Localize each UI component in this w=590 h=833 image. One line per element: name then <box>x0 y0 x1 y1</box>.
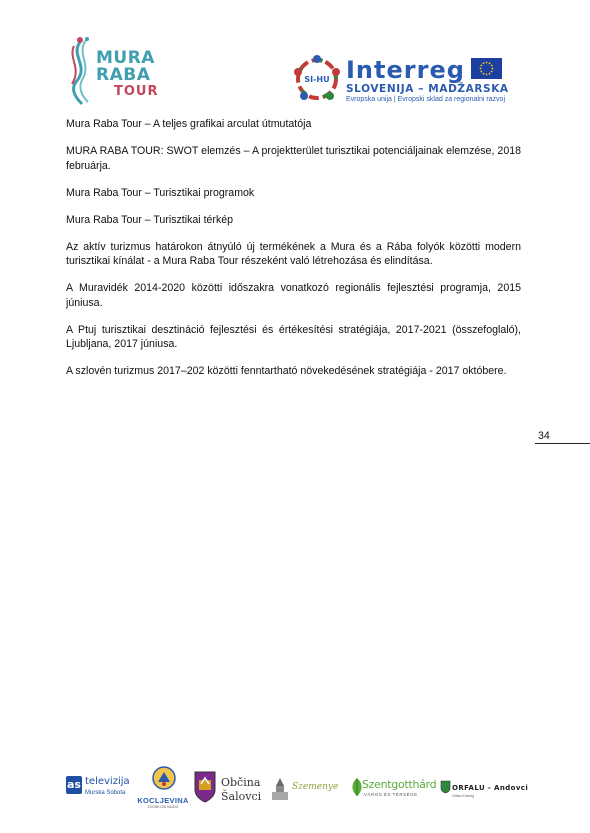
eu-star <box>480 71 482 73</box>
orfalu-logo <box>440 770 528 806</box>
logo-line-mura: MURA <box>96 48 155 68</box>
interreg-wordmark: Interreg <box>346 56 465 84</box>
logo-line-raba: RABA <box>96 65 151 85</box>
orfalu-name: ORFALU - Andovci <box>452 784 529 792</box>
mura-raba-tour-logo <box>66 36 158 106</box>
mura-swoosh-icon <box>66 36 92 106</box>
mura-raba-tour-wordmark <box>96 50 159 98</box>
reference-item: Mura Raba Tour – A teljes grafikai arculat útmutatója <box>66 118 312 130</box>
interreg-fund-line: Evropska unija | Evropski sklad za regionalni razvoj <box>346 96 506 103</box>
eu-star <box>492 68 494 70</box>
szemenye-name: Szemenye <box>292 782 339 792</box>
salovci-logo <box>193 770 263 806</box>
szentgotthard-logo <box>350 770 438 806</box>
eu-star <box>486 74 488 76</box>
szemenye-logo <box>270 770 346 806</box>
reference-item: A Ptuj turisztikai desztináció fejlesztési és értékesítési stratégiája, 2017-2021 (összefoglaló), Ljubljana, 2017 júniusa. <box>66 323 521 350</box>
eu-flag-icon <box>471 58 502 79</box>
reference-item: Mura Raba Tour – Turisztikai térkép <box>66 213 234 226</box>
szentgotthard-tagline: VÁROS ÉS TÉRSÉGE <box>364 792 418 797</box>
village-emblem-icon <box>440 780 451 794</box>
televizija-city: Murska Sobota <box>85 790 126 796</box>
eu-star <box>480 68 482 70</box>
kocljevina-emblem-icon <box>151 764 177 794</box>
reference-list <box>66 117 521 391</box>
reference-item: A szlovén turizmus 2017–202 közötti fenntartható növekedésének stratégiája - 2017 októbere. <box>66 365 507 377</box>
televizija-logo <box>66 770 134 806</box>
televizija-name: televizija <box>85 776 130 787</box>
szentgotthard-name: Szentgotthárd <box>362 778 437 791</box>
page-number-rule <box>535 443 590 444</box>
logo-line-tour: TOUR <box>114 84 159 99</box>
salovci-line2: Šalovci <box>221 790 262 803</box>
orfalu-tagline: Orfalu Község <box>452 794 475 798</box>
reference-item: MURA RABA TOUR: SWOT elemzés – A projektterület turisztikai potenciáljainak elemzése, 2018 februárja. <box>66 145 521 172</box>
reference-item: A Muravidék 2014-2020 közötti időszakra vonatkozó regionális fejlesztési programja, 2015 júniusa. <box>66 282 521 309</box>
eu-star <box>491 71 493 73</box>
eu-star <box>483 62 485 64</box>
coat-of-arms-icon <box>193 770 217 804</box>
eu-star <box>486 62 488 64</box>
church-icon <box>270 776 290 802</box>
interreg-partner-ring-icon <box>290 52 344 106</box>
reference-item: Mura Raba Tour – Turisztikai programok <box>66 186 255 199</box>
kocljevina-logo <box>137 770 189 809</box>
salovci-line1: Občina <box>221 776 261 789</box>
eu-star <box>491 65 493 67</box>
page-number: 34 <box>538 430 550 442</box>
interreg-programme-name: SLOVENIJA – MADŽARSKA <box>346 83 509 95</box>
kocljevina-tagline: ZVONKI ZA VAJDO <box>147 805 179 809</box>
televizija-badge: as <box>66 776 82 794</box>
reference-item: Az aktív turizmus határokon átnyúló új termékének a Mura és a Rába folyók közötti modern turisztikai kínálat - a Mura Raba Tour részeként való létrehozása és elindítása. <box>66 240 521 267</box>
kocljevina-name: KOCLJEVINA <box>137 796 189 805</box>
eu-star <box>489 73 491 75</box>
interreg-logo <box>290 52 510 108</box>
eu-star <box>483 73 485 75</box>
interreg-badge-text: SI-HU <box>304 75 330 84</box>
eu-star <box>480 65 482 67</box>
eu-star <box>489 62 491 64</box>
